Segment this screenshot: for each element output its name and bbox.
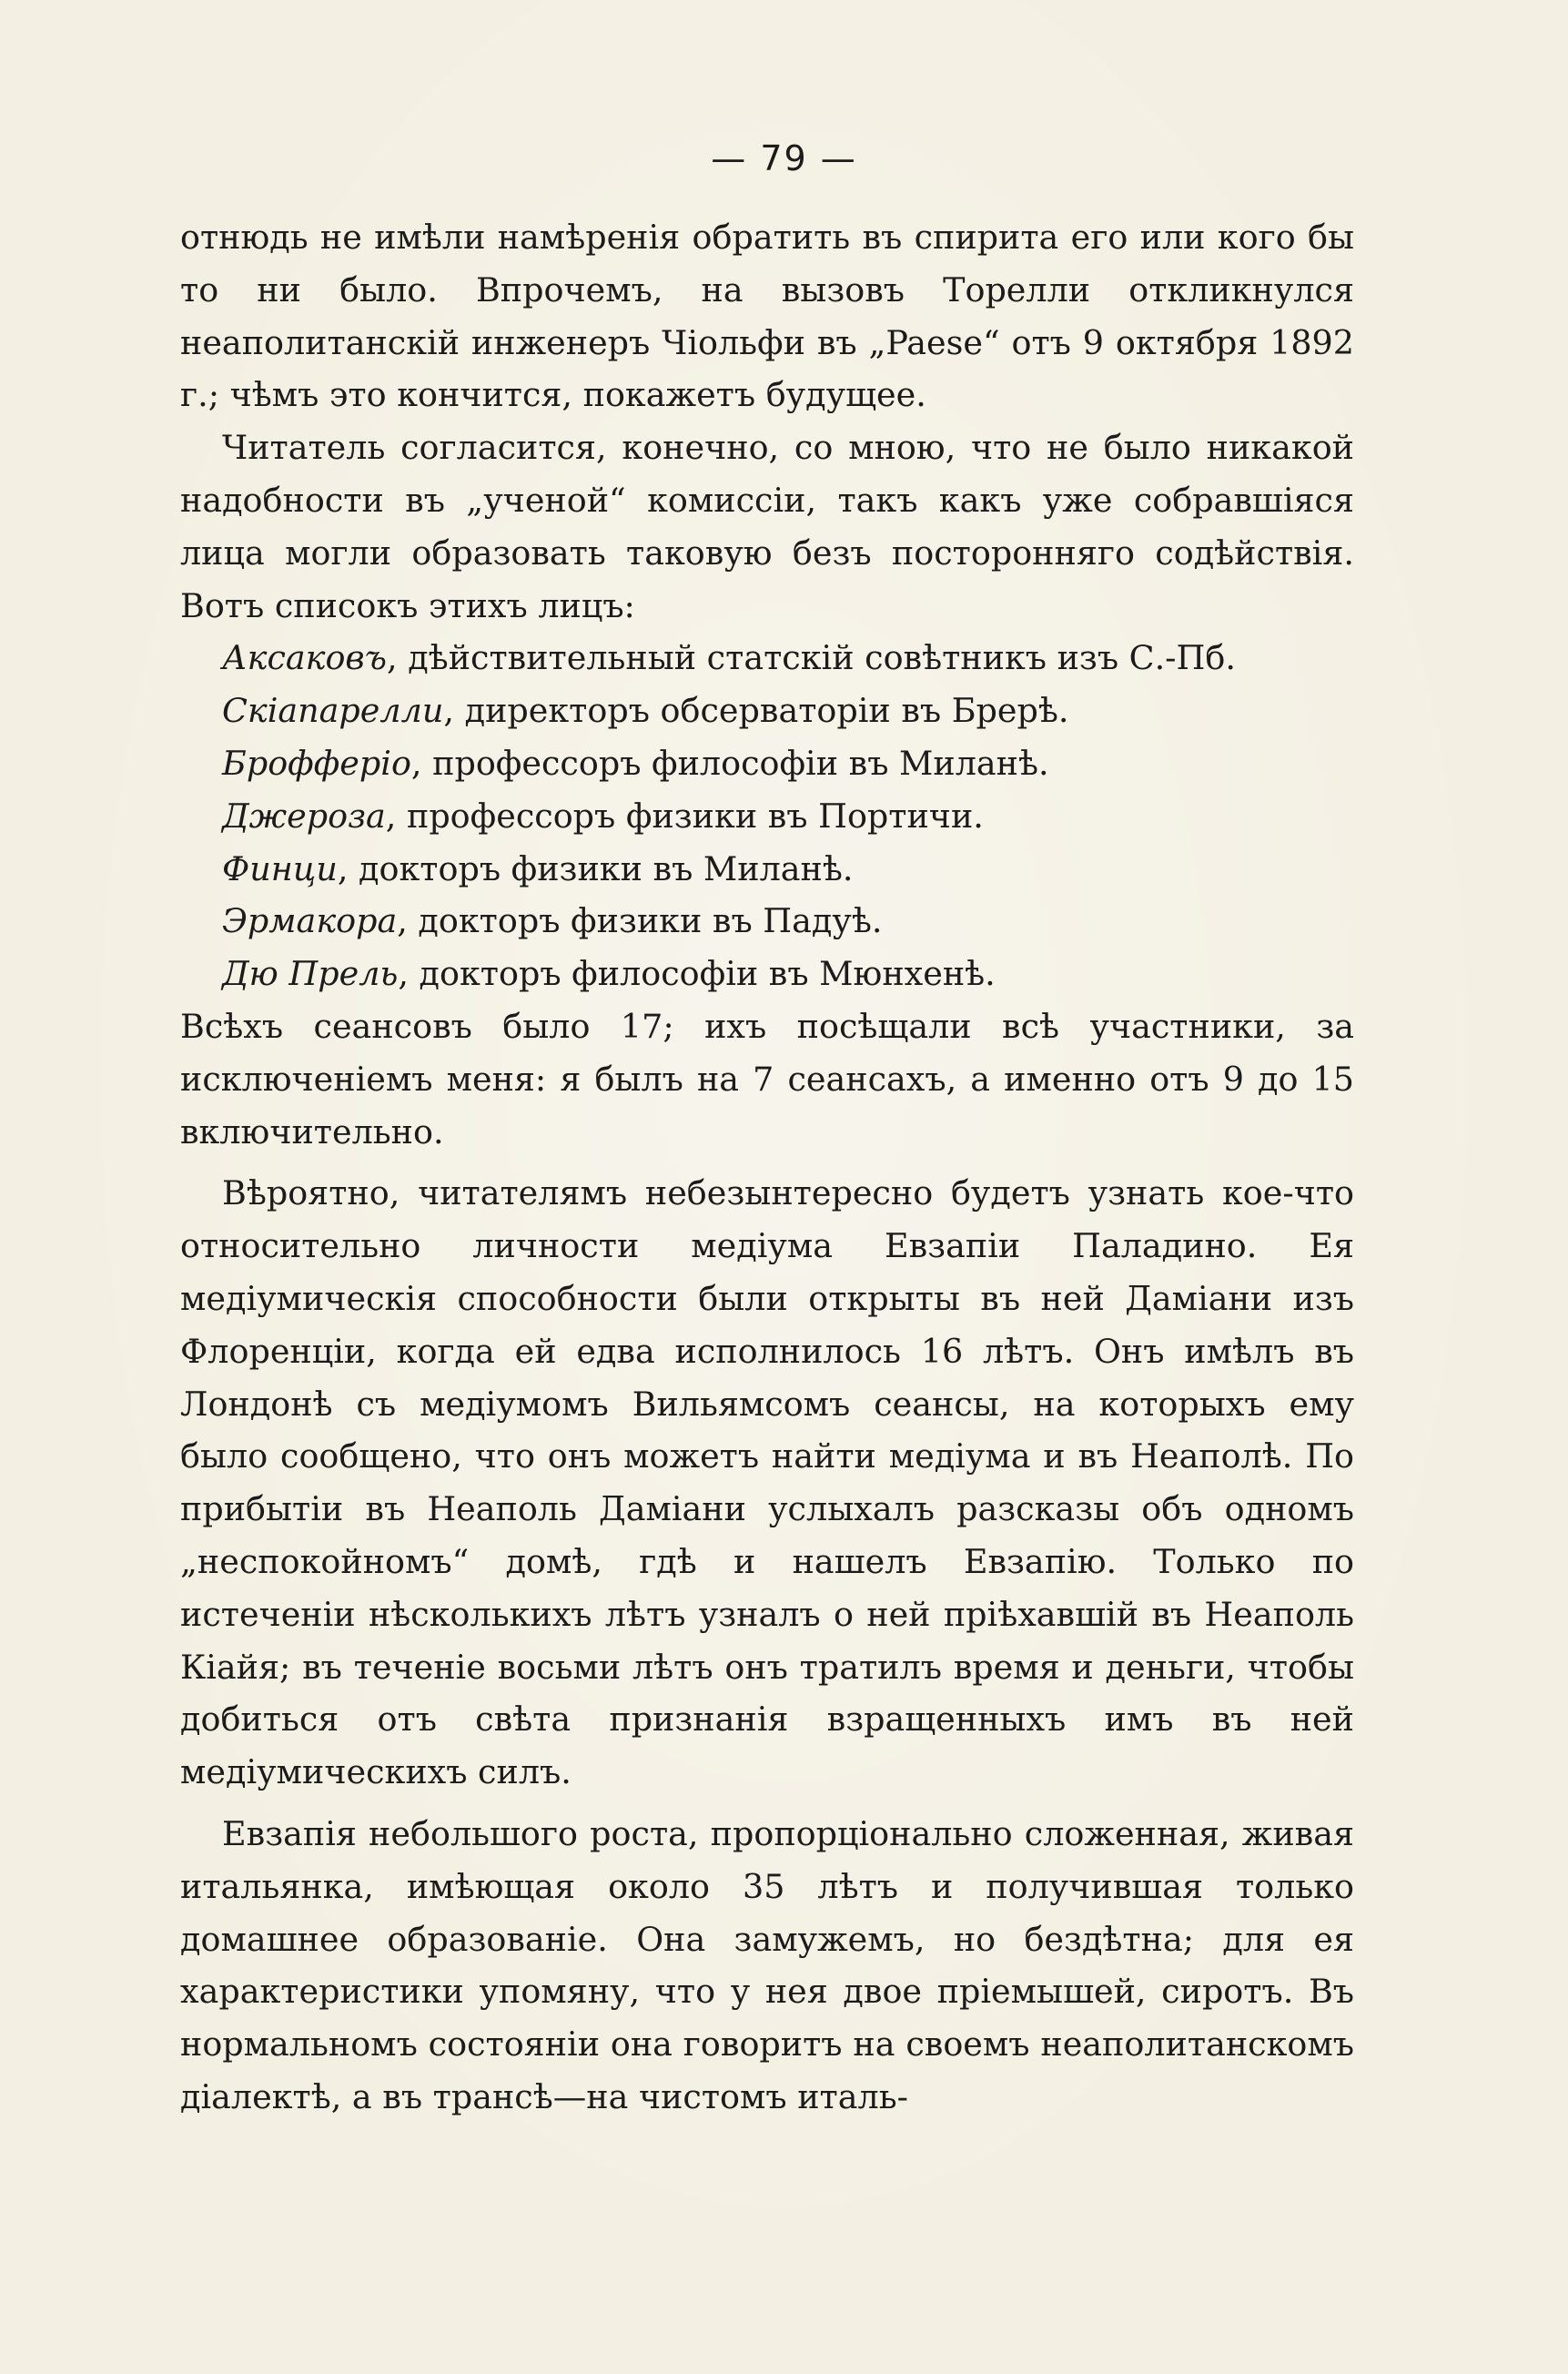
- list-item: [180, 632, 1354, 685]
- paragraph-2: Читатель согласится, конечно, со мною, что не было никакой надобности въ „ученой“ комиссіи, такъ какъ уже собравшіяся лица могли образовать таковую безъ посторонняго содѣйствія. Вотъ списокъ этихъ лицъ:: [180, 428, 1354, 625]
- member-name: Аксаковъ: [222, 638, 387, 678]
- member-name: Брофферіо: [222, 743, 411, 783]
- member-name: Финци: [222, 848, 338, 888]
- member-desc: , докторъ физики въ Миланѣ.: [337, 848, 854, 888]
- list-item: [180, 948, 1354, 1000]
- member-name: Джероза: [222, 796, 386, 836]
- member-desc: , дѣйствительный статскій совѣтникъ изъ С.-Пб.: [387, 638, 1236, 678]
- member-name: Скіапарелли: [222, 691, 444, 731]
- member-name: Дю Прель: [222, 954, 399, 994]
- paragraph-gap: [180, 1158, 1354, 1167]
- member-desc: , профессоръ физики въ Портичи.: [385, 796, 984, 836]
- list-item: [180, 737, 1354, 790]
- member-desc: , докторъ физики въ Падуѣ.: [397, 901, 883, 941]
- list-item: [180, 843, 1354, 896]
- member-desc: , профессоръ философіи въ Миланѣ.: [410, 743, 1049, 783]
- paragraph-3: Всѣхъ сеансовъ было 17; ихъ посѣщали всѣ участники, за исключеніемъ меня: я былъ на 7 сеансахъ, а именно отъ 9 до 15 включительно.: [180, 1006, 1354, 1151]
- member-name: Эрмакора: [222, 901, 398, 941]
- paragraph-4: Вѣроятно, читателямъ небезынтересно будетъ узнать кое-что относительно личности медіума Евзапіи Паладино. Ея медіумическія способности были открыты въ ней Даміани изъ Флоренціи, когда ей едва исполнилось 16 лѣтъ. Онъ имѣлъ въ Лондонѣ съ медіумомъ Вильямсомъ сеансы, на которыхъ ему было сообщено, что онъ можетъ найти медіума и въ Неаполѣ. По прибытіи въ Неаполь Даміани услыхалъ разсказы объ одномъ „неспокойномъ“ домѣ, гдѣ и нашелъ Евзапію. Только по истеченіи нѣсколькихъ лѣтъ узналъ о ней пріѣхавшій въ Неаполь Кіайя; въ теченіе восьми лѣтъ онъ тратилъ время и деньги, чтобы добиться отъ свѣта признанія взращенныхъ имъ въ ней медіумическихъ силъ.: [180, 1173, 1354, 1792]
- page-number: — 79 —: [711, 138, 857, 178]
- list-item: [180, 895, 1354, 948]
- paragraph-gap: [180, 1799, 1354, 1808]
- paragraph-5: Евзапія небольшого роста, пропорціонально сложенная, живая итальянка, имѣющая около 35 лѣтъ и получившая только домашнее образованіе. Она замужемъ, но бездѣтна; для ея характеристики упомяну, что у нея двое пріемышей, сиротъ. Въ нормальномъ состояніи она говоритъ на своемъ неаполитанскомъ діалектѣ, а въ трансѣ—на чистомъ италь-: [180, 1813, 1354, 2116]
- members-list: [180, 632, 1354, 1000]
- list-item: [180, 685, 1354, 737]
- body-text: [180, 211, 1354, 2124]
- member-desc: , докторъ философіи въ Мюнхенѣ.: [398, 954, 996, 994]
- list-item: [180, 790, 1354, 843]
- paragraph-1: отнюдь не имѣли намѣренія обратить въ спирита его или кого бы то ни было. Впрочемъ, на вызовъ Торелли откликнулся неаполитанскій инженеръ Чіольфи въ „Paese“ отъ 9 октября 1892 г.; чѣмъ это кончится, покажетъ будущее.: [180, 218, 1354, 415]
- member-desc: , директоръ обсерваторіи въ Брерѣ.: [443, 691, 1069, 731]
